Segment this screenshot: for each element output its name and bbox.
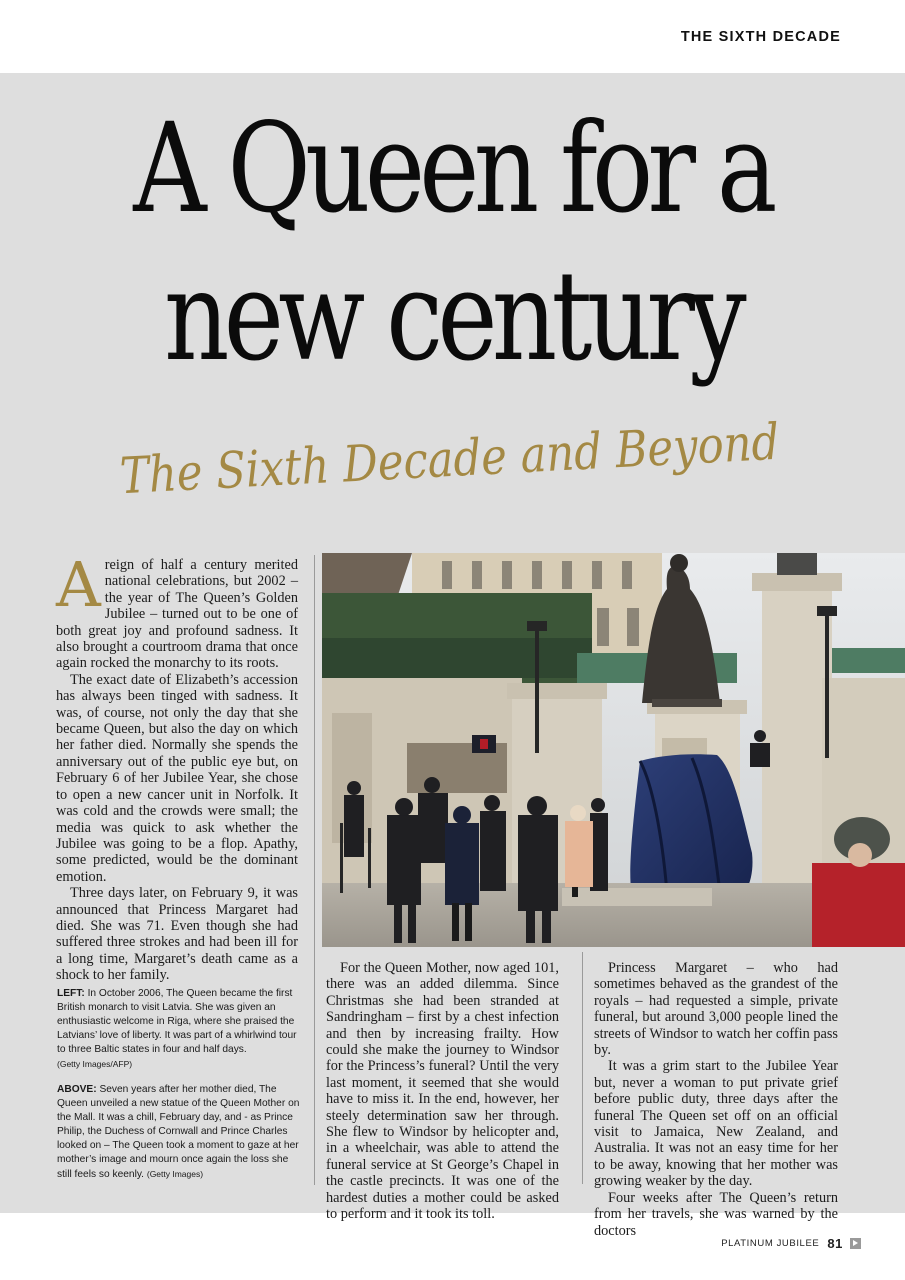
photo-credit: (Getty Images/AFP) (57, 1059, 133, 1069)
subtitle-text: The Sixth Decade and Beyond (118, 407, 882, 506)
article-paragraph: It was a grim start to the Jubilee Year but, never a woman to put private grief before public duty, three days after the funeral The Queen set off on an official visit to Jamaica, New Zealand, and Australia. It was not an easy time for her to be away, knowing that her mother was growing weaker by the day. (594, 1058, 838, 1190)
script-subtitle (100, 398, 882, 528)
headline-line-1: A Queen for a (133, 97, 772, 241)
article-paragraph: Four weeks after The Queen’s return from her travels, she was warned by the doctors (594, 1189, 838, 1239)
article-column-3 (594, 960, 838, 1239)
headline (81, 95, 823, 391)
column-rule (314, 555, 315, 1185)
page-number: 81 (827, 1236, 843, 1251)
publication-name: PLATINUM JUBILEE (721, 1238, 820, 1249)
article-paragraph: Princess Margaret – who had sometimes behaved as the grandest of the royals – had requested a simple, private funeral, but around 3,000 people lined the streets of Windsor to watch her coffin pass by. (594, 960, 838, 1059)
headline-line-2: new century (164, 245, 741, 389)
caption-label: ABOVE: (57, 1084, 97, 1095)
article-paragraph: The exact date of Elizabeth’s accession has always been tinged with sadness. It was, of course, not only the day that she became Queen, but also the day on which her father died. Normally she spends the anniversary out of the public eye but, on February 6 of her Jubilee Year, she chose to open a new cancer unit in Norfolk. It was cold and the crowds were small; the media was quick to ask whether the Jubilee was going to be a flop. Apathy, some predicted, would be the dominant emotion. (56, 671, 298, 885)
photo-credit: (Getty Images) (146, 1169, 204, 1179)
article-paragraph: Three days later, on February 9, it was announced that Princess Margaret had died. She was 71. Even though she had suffered three strokes and had been ill for a long time, Margaret’s death came as a shock to her family. (56, 885, 298, 984)
next-arrow-icon (850, 1238, 861, 1249)
page-footer (721, 1236, 861, 1251)
article-column-2 (326, 960, 559, 1223)
statue-unveiling-photo (322, 553, 905, 947)
column-rule (582, 952, 583, 1184)
caption-left (57, 987, 303, 1072)
section-label: THE SIXTH DECADE (680, 29, 841, 45)
caption-text: Seven years after her mother died, The Queen unveiled a new statue of the Queen Mother on the Mall. It was a chill, February day, and - as Prince Philip, the Duchess of Cornwall and Prince Charles looked on – The Queen took a moment to gaze at her mother’s image and mourn once again the loss she still feels so keenly. (57, 1084, 300, 1180)
caption-above (57, 1083, 303, 1182)
caption-label: LEFT: (57, 988, 85, 999)
article-column-1 (56, 548, 298, 984)
caption-text: In October 2006, The Queen became the first British monarch to visit Latvia. She was given an enthusiastic welcome in Riga, where she praised the Latvians’ love of liberty. It was part of a whirlwind tour to three Baltic states in four and half days. (57, 988, 297, 1055)
article-paragraph: For the Queen Mother, now aged 101, there was an added dilemma. Since Christmas she had been stranded at Sandringham – first by a chest infection and then by increasing frailty. How could she make the journey to Windsor for the Princess’s funeral? Until the very last moment, it seemed that she would have to miss it. In the end, however, her steely determination saw her through. She flew to Windsor by helicopter and, in a wheelchair, was able to attend the funeral service at St George’s Chapel in the castle precincts. It was one of the hardest duties a mother could be asked to perform and it took its toll. (326, 960, 559, 1223)
article-paragraph (56, 548, 298, 672)
drop-cap: A (56, 548, 101, 621)
paragraph-text: reign of half a century merited national celebrations, but 2002 – the year of The Queen’s Golden Jubilee – turned out to be one of both great joy and profound sadness. It also brought a courtroom drama that once again rocked the monarchy to its roots. (56, 557, 298, 672)
